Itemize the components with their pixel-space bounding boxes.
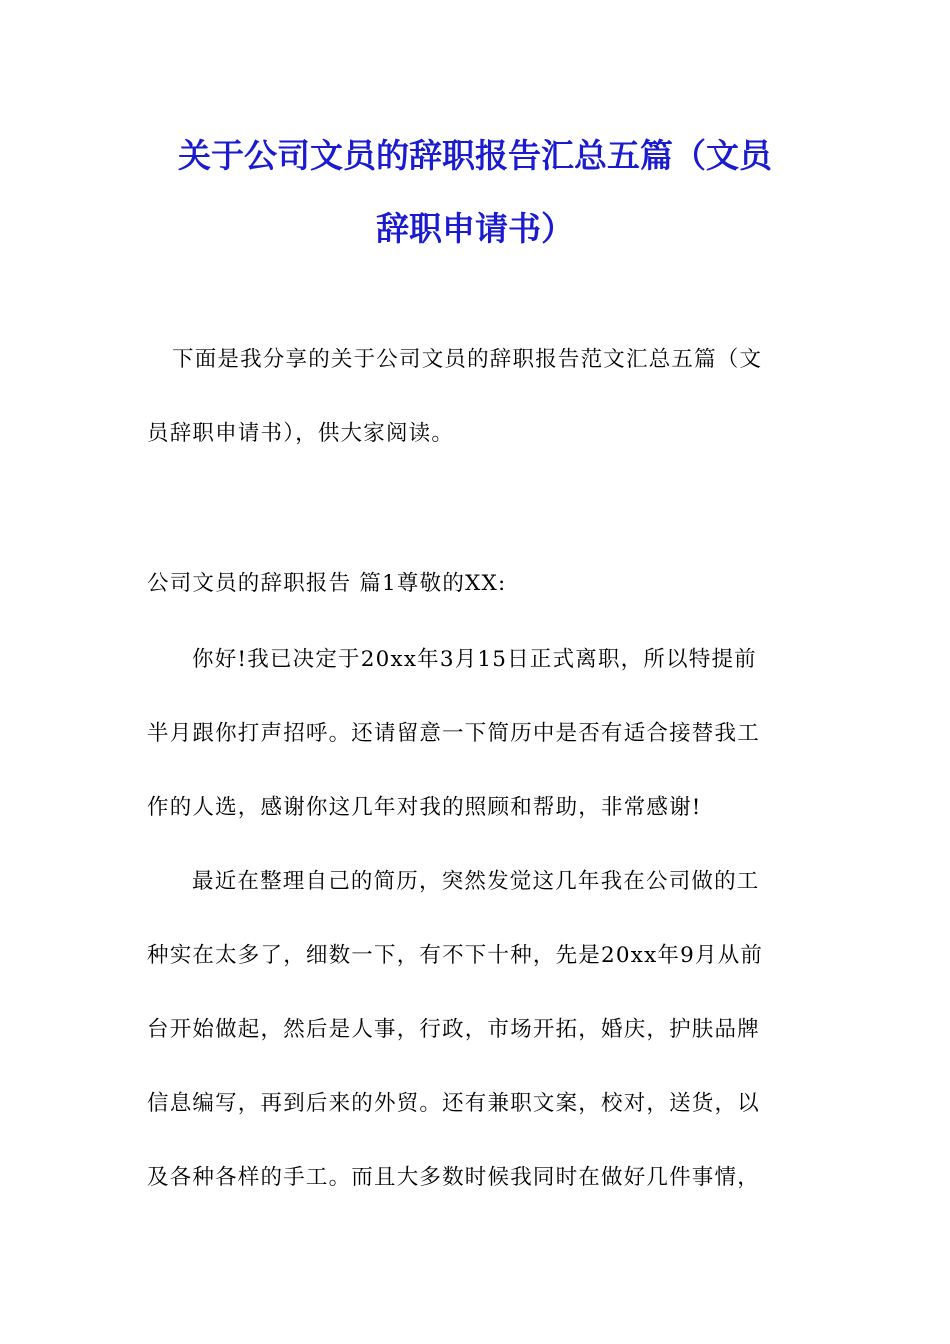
document-title-line-2: 辞职申请书） bbox=[376, 209, 574, 248]
paragraph2-line-1: 最近在整理自己的简历，突然发觉这几年我在公司做的工 bbox=[192, 869, 760, 894]
paragraph2-line-2: 种实在太多了，细数一下，有不下十种，先是20xx年9月从前 bbox=[147, 943, 764, 968]
paragraph1-line-2: 半月跟你打声招呼。还请留意一下简历中是否有适合接替我工 bbox=[147, 721, 760, 746]
paragraph2-line-3: 台开始做起，然后是人事，行政，市场开拓，婚庆，护肤品牌 bbox=[147, 1017, 760, 1042]
paragraph2-line-5: 及各种各样的手工。而且大多数时候我同时在做好几件事情， bbox=[147, 1165, 760, 1190]
section-heading: 公司文员的辞职报告 篇1尊敬的XX: bbox=[147, 571, 507, 596]
intro-line-1: 下面是我分享的关于公司文员的辞职报告范文汇总五篇（文 bbox=[172, 347, 763, 372]
paragraph1-line-3: 作的人选，感谢你这几年对我的照顾和帮助，非常感谢! bbox=[147, 795, 702, 820]
document-title-line-1: 关于公司文员的辞职报告汇总五篇（文员 bbox=[178, 136, 772, 175]
paragraph2-line-4: 信息编写，再到后来的外贸。还有兼职文案，校对，送货，以 bbox=[147, 1091, 760, 1116]
intro-line-2: 员辞职申请书），供大家阅读。 bbox=[147, 421, 455, 446]
paragraph1-line-1: 你好!我已决定于20xx年3月15日正式离职，所以特提前 bbox=[192, 647, 757, 672]
